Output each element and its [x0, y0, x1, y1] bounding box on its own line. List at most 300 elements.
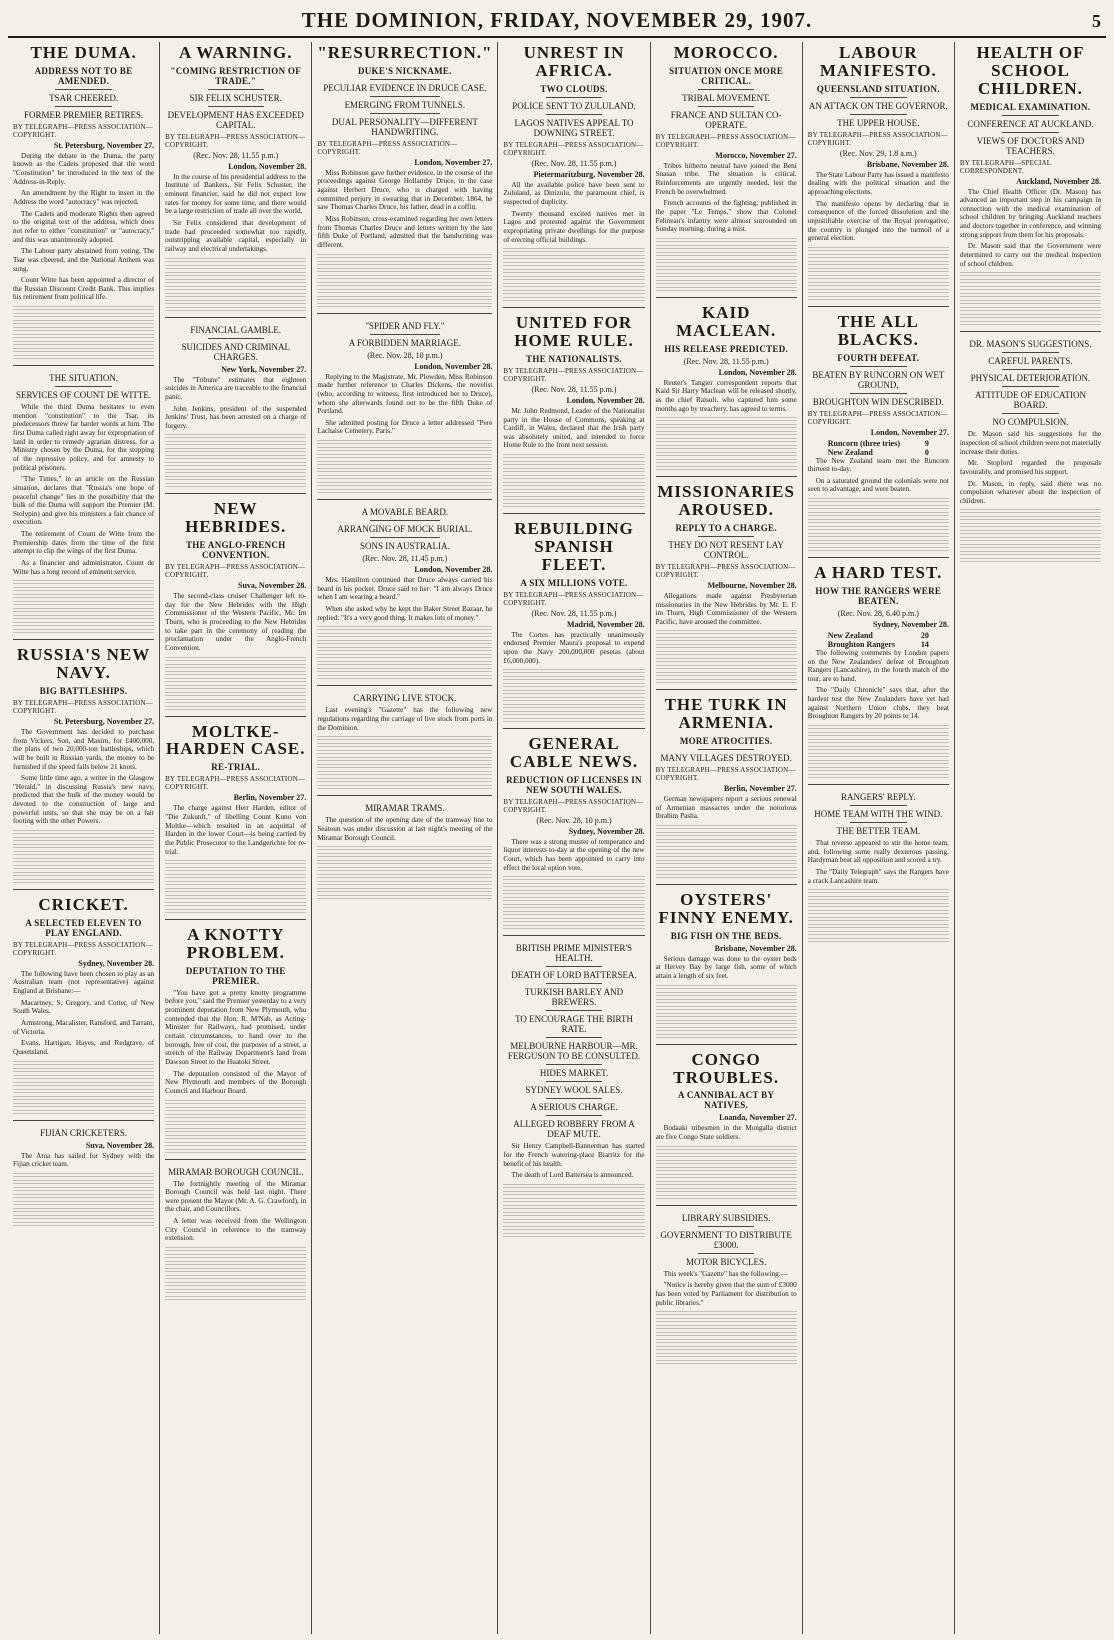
article-paragraph: Sir Felix considered that development of trade had proceeded somewhat too rapidly, outstripping available capital, especially in railway and electrical undertakings. [165, 219, 307, 253]
text-block [165, 859, 306, 864]
text-block [656, 643, 797, 648]
text-block [317, 288, 492, 293]
text-block [503, 668, 644, 673]
article-subheading: THE BETTER TEAM. [836, 826, 921, 837]
article-paragraph: She admitted posting for Druce a letter addressed "Pere Lachaise Cemetery, Paris." [317, 418, 493, 436]
article-headline: OYSTERS' FINNY ENEMY. [658, 890, 794, 927]
article [960, 331, 1101, 562]
article-paragraph: Bodaaki tribesmen in the Mongalla district ate five Congo State soldiers. [655, 1124, 797, 1142]
dateline: Suva, November 28. [85, 1140, 155, 1150]
dateline: New York, November 27. [221, 364, 307, 374]
text-block [656, 423, 797, 428]
text-block [165, 691, 306, 696]
text-block [165, 299, 306, 304]
text-block [808, 504, 949, 509]
article-subheading: DEATH OF LORD BATTERSEA. [511, 970, 637, 981]
text-block [503, 1211, 644, 1216]
article-subheading: EMERGING FROM TUNNELS. [344, 99, 466, 110]
divider-rule [850, 393, 906, 394]
article [808, 784, 949, 942]
text-block [656, 664, 797, 669]
text-block [656, 1145, 797, 1150]
article-paragraph: The State Labour Party has issued a manifesto dealing with the political situation and the approaching elections. [807, 170, 949, 196]
text-block [808, 260, 949, 265]
article-headline: MOROCCO. [673, 43, 779, 62]
text-block [317, 453, 492, 458]
text-block [13, 340, 154, 345]
article-paragraph: That reverse appeared to stir the home team, and, following some really dexterous passing, Hardyman beat all opposition and scored a try. [807, 839, 949, 865]
text-block [960, 299, 1101, 304]
text-block [656, 251, 797, 256]
wire-credit: BY TELEGRAPH—PRESS ASSOCIATION—COPYRIGHT. [655, 132, 796, 149]
text-block [317, 859, 492, 864]
dateline: Pietermaritzburg, November 28. [533, 169, 645, 179]
article [656, 1044, 797, 1199]
text-block [13, 1221, 154, 1226]
text-block [13, 836, 154, 841]
text-block [656, 1331, 797, 1336]
received-time: (Rec. Nov. 28, 11.45 p.m.) [362, 554, 448, 564]
divider-rule [546, 966, 602, 967]
article-headline: CONGO TROUBLES. [673, 1049, 780, 1087]
article-paragraph: Count Witte has been appointed a director of the Russian Discount Credit Bank. This implies his retirement from political life. [13, 276, 155, 302]
text-block [503, 882, 644, 887]
article-headline: MOLTKE-HARDEN CASE. [165, 721, 306, 759]
article-paragraph: The Atua has sailed for Sydney with the Fijian cricket team. [13, 1151, 155, 1169]
text-block [317, 253, 492, 258]
text-block [165, 901, 306, 906]
article-headline: "RESURRECTION." [317, 43, 493, 62]
text-block [13, 1088, 154, 1093]
article-headline: CRICKET. [38, 895, 129, 914]
article-paragraph: "You have got a pretty knotty programme before you," said the Premier yesterday to a very prominent deputation from New Plymouth, who contended that the Hon. R. M'Nab, as Acting-Minister for Railways, had promised, under certain circumstances, to hand over to the borough, free of cost, the purposes of a street, a stretch of the Railway Department's land from Dawson Street to the Huatoki Street. [165, 988, 307, 1066]
article [808, 44, 949, 300]
text-block [656, 451, 797, 456]
text-block [656, 1324, 797, 1329]
article-subheading: BRITISH PRIME MINISTER'S HEALTH. [515, 943, 633, 964]
article-subheading: DUAL PERSONALITY—DIFFERENT HANDWRITING. [331, 116, 478, 137]
article-paragraph: The charge against Herr Harden, editor of "Die Zukunft," of libelling Count Kuno von Moltke—which resulted in an acquittal of Harden in the lower Court—is being carried by the Public Prosecutor to the Landgerichte for re-trial. [165, 804, 307, 856]
text-block [656, 1012, 797, 1017]
article-subheading: GOVERNMENT TO DISTRIBUTE £3000. [660, 1229, 792, 1250]
article-paragraph: Miss Robinson, cross-examined regarding her own letters from Thomas Charles Druce and letters written by the late fifth Duke of Portland, admitted that the handwriting was different. [317, 215, 493, 249]
received-time: (Rec. Nov. 28, 6.40 p.m.) [837, 608, 919, 618]
text-block [165, 482, 306, 487]
text-block [165, 306, 306, 311]
article-paragraph: The Chief Health Officer (Dr. Mason) has advanced an important step in his campaign in connection with the medical examination of school children by bringing Auckland teachers and doctors together in conference, and winning strong support from them for his proposals. [959, 187, 1102, 239]
article [656, 44, 797, 291]
text-block [13, 593, 154, 598]
article-subheading: SITUATION ONCE MORE CRITICAL. [669, 65, 784, 86]
text-block [165, 1113, 306, 1118]
dateline: London, November 28. [414, 565, 493, 575]
wire-credit: BY TELEGRAPH—PRESS ASSOCIATION—COPYRIGHT. [503, 797, 644, 814]
wire-credit: BY TELEGRAPH—PRESS ASSOCIATION—COPYRIGHT. [165, 132, 306, 149]
divider-rule [1002, 386, 1058, 387]
divider-rule [546, 1115, 602, 1116]
text-block [317, 439, 492, 444]
team-name: Runcorn (three tries) [827, 438, 901, 448]
text-block [165, 1253, 306, 1258]
divider-rule [208, 106, 264, 107]
article-headline: MISSIONARIES AROUSED. [657, 482, 795, 520]
text-block [13, 326, 154, 331]
text-block [165, 677, 306, 682]
article-subheading: FIJIAN CRICKETERS. [40, 1127, 128, 1138]
text-block [13, 333, 154, 338]
wire-credit: BY TELEGRAPH—PRESS ASSOCIATION—COPYRIGHT. [13, 940, 153, 957]
divider-rule [208, 89, 264, 90]
text-block [317, 667, 492, 672]
article-paragraph: When she asked why he kept the Baker Street Bazaar, he replied: "It's a very good thing. It makes lots of money." [317, 605, 493, 622]
article-subheading: THE NATIONALISTS. [526, 353, 622, 364]
text-block [656, 1338, 797, 1343]
article-subheading: CAREFUL PARENTS. [988, 356, 1073, 367]
text-block [656, 1019, 797, 1024]
text-block [165, 285, 306, 290]
text-block [165, 873, 306, 878]
article-subheading: TO ENCOURAGE THE BIRTH RATE. [515, 1014, 633, 1035]
text-block [503, 488, 644, 493]
text-block [503, 1190, 644, 1195]
article-subheading: HIS RELEASE PREDICTED. [664, 343, 789, 354]
article-subheading: THE ANGLO-FRENCH CONVENTION. [185, 540, 286, 561]
dateline: London, November 28. [718, 367, 797, 377]
article-paragraph: "The Times," in an article on the Russian situation, declares that "Russia's one hope of peaceful change" lies in the possibility that the bulk of the Duma will support the Premier (M. Stolypin) and give his ministers a fair chance of execution. [13, 475, 155, 527]
article-paragraph: Tribes hitherto neutral have joined the Beni Snasan tribe. The situation is critical. Reinforcements are urgently needed, lest the French be overwhelmed. [655, 161, 797, 196]
text-block [808, 518, 949, 523]
article-paragraph: The Government has decided to purchase from Vickers, Son, and Maxim, for £400,000, the plans of two 20,000-ton battleships, which will be built in Russian yards, the money to be furnished if the speed falls below 21 knots. [13, 727, 155, 771]
text-block [13, 1081, 154, 1086]
article [317, 313, 492, 493]
article [503, 44, 644, 301]
divider-rule [546, 97, 602, 98]
text-block [165, 866, 306, 871]
text-block [165, 656, 306, 661]
column-2 [160, 42, 312, 1634]
text-block [656, 465, 797, 470]
dateline: London, November 27. [870, 427, 949, 437]
article-subheading: A FORBIDDEN MARRIAGE. [348, 337, 461, 348]
columns [8, 42, 1106, 1634]
article-headline: THE DUMA. [30, 43, 137, 62]
wire-credit: BY TELEGRAPH—PRESS ASSOCIATION—COPYRIGHT. [13, 698, 153, 715]
text-block [960, 529, 1101, 534]
divider-rule [698, 89, 754, 90]
text-block [656, 650, 797, 655]
text-block [503, 889, 644, 894]
text-block [317, 784, 492, 789]
article-paragraph: Allegations made against Presbyterian missionaries in the New Hebrides by Mr. E. F. im Thurn, High Commissioner of the Western Pacific, have aroused the committee. [655, 591, 797, 626]
article-subheading: MIRAMAR BOROUGH COUNCIL. [168, 1166, 304, 1177]
text-block [13, 1200, 154, 1205]
text-block [960, 271, 1101, 276]
text-block [503, 1218, 644, 1223]
article-paragraph: The second-class cruiser Challenger left to-day for the New Hebrides with the High Commissioner of the Western Pacific, Mr. Im Thurn, who is proceeding to the New Hebrides to take part in the ceremony of reading the proclamation under the Anglo-French Convention. [165, 592, 307, 652]
text-block [317, 749, 492, 754]
text-block [503, 268, 644, 273]
article-paragraph: Dr. Mason said that the Government were determined to carry out the medical inspection of school children. [959, 242, 1102, 268]
text-block [317, 866, 492, 871]
text-block [13, 1067, 154, 1072]
text-block [165, 880, 306, 885]
text-block [317, 488, 492, 493]
text-block [656, 1194, 797, 1199]
article [165, 919, 306, 1152]
text-block [808, 511, 949, 516]
article-paragraph: Armstrong, Macalister, Ransford, and Tarrant, of Victoria. [13, 1019, 155, 1036]
article-paragraph: During the debate in the Duma, the party known as the Cadets proposed that the word "Constitution" be introduced in the text of the Address-in-Reply. [13, 151, 155, 186]
article [960, 44, 1101, 325]
text-block [656, 866, 797, 871]
text-block [503, 689, 644, 694]
text-block [960, 522, 1101, 527]
article-subheading: HIDES MARKET. [539, 1068, 609, 1079]
text-block [503, 289, 644, 294]
received-time: (Rec. Nov. 28, 11.55 p.m.) [683, 356, 769, 366]
article-subheading: "COMING RESTRICTION OF TRADE." [170, 65, 302, 86]
article-subheading: THE UPPER HOUSE. [837, 117, 920, 128]
text-block [165, 684, 306, 689]
article [165, 44, 306, 311]
divider-rule [370, 96, 440, 97]
article [13, 44, 154, 359]
divider-rule [370, 79, 440, 80]
divider-rule [208, 338, 264, 339]
text-block [656, 984, 797, 989]
article [13, 889, 154, 1114]
masthead [8, 6, 1106, 38]
divider-rule [698, 1226, 754, 1227]
article-paragraph: All the available police have been sent to Zululand, as Dinizulu, the paramount chief, is suspected of duplicity. [503, 180, 645, 206]
article-subheading: NO COMPULSION. [992, 417, 1069, 428]
column-4 [498, 42, 650, 1634]
text-block [317, 674, 492, 679]
dateline: Brisbane, November 28. [866, 159, 949, 169]
article-paragraph: French accounts of the fighting, published in the paper "Le Temps," show that Colonel Felineau's infantry were almost surrounded on Sunday morning, during a mist. [655, 199, 797, 234]
text-block [165, 908, 306, 913]
wire-credit: BY TELEGRAPH—PRESS ASSOCIATION—COPYRIGHT. [165, 775, 306, 792]
text-block [317, 742, 492, 747]
article-paragraph: The Labour party abstained from voting. The Tsar was cheered, and the National Anthem was sung. [13, 247, 155, 273]
wire-credit: BY TELEGRAPH—SPECIAL CORRESPONDENT. [959, 158, 1051, 175]
article-subheading: TRIBAL MOVEMENT. [682, 92, 771, 103]
text-block [656, 1005, 797, 1010]
team-name: New Zealand [827, 447, 873, 457]
article-paragraph: The "Daily Telegraph" says the Rangers have a crack Lancashire team. [807, 867, 949, 885]
text-block [13, 347, 154, 352]
article-subheading: MOTOR BICYCLES. [685, 1256, 767, 1267]
text-block [503, 254, 644, 259]
text-block [808, 902, 949, 907]
text-block [317, 653, 492, 658]
divider-rule [850, 805, 906, 806]
text-block [656, 430, 797, 435]
text-block [503, 1183, 644, 1188]
text-block [808, 937, 949, 942]
text-block [656, 1180, 797, 1185]
dateline: London, November 28. [566, 395, 645, 405]
wire-credit: BY TELEGRAPH—PRESS ASSOCIATION—COPYRIGHT. [655, 562, 796, 579]
divider-rule [1002, 352, 1058, 353]
article [656, 884, 797, 1038]
column-1 [8, 42, 160, 1634]
article [317, 685, 492, 789]
text-block [656, 1026, 797, 1031]
article [656, 689, 797, 878]
text-block [503, 474, 644, 479]
text-block [656, 1187, 797, 1192]
article-paragraph: There was a strong muster of temperance and liquor interests to-day at the opening of the new Court, which has been appointed to carry into effect the local option vote. [503, 837, 645, 872]
text-block [317, 625, 492, 630]
text-block [656, 1152, 797, 1157]
article-subheading: HOME TEAM WITH THE WIND. [814, 809, 943, 820]
divider-rule [850, 822, 906, 823]
article-subheading: LIBRARY SUBSIDIES. [681, 1212, 771, 1223]
text-block [13, 857, 154, 862]
received-time: (Rec. Nov. 28, 11.55 p.m.) [531, 608, 617, 618]
divider-rule [546, 1037, 602, 1038]
article-paragraph: The following comments by London papers on the New Zealanders' defeat of Broughton Rangers (Lancashire), in the fourth match of the tour, are to hand. [807, 648, 949, 683]
article-subheading: RANGERS' REPLY. [841, 792, 916, 803]
article-subheading: THE SITUATION. [49, 373, 119, 384]
text-block [13, 354, 154, 359]
text-block [960, 536, 1101, 541]
wire-credit: BY TELEGRAPH—PRESS ASSOCIATION—COPYRIGHT. [807, 409, 948, 426]
text-block [13, 305, 154, 310]
divider-rule [546, 983, 602, 984]
article [808, 557, 949, 778]
article-paragraph: Serious damage was done to the oyster beds at Hervey Bay by large fish, some of which attain a length of six feet. [655, 954, 797, 981]
text-block [317, 267, 492, 272]
article-subheading: SONS IN AUSTRALIA. [359, 541, 450, 552]
team-score: 9 [924, 438, 929, 448]
text-block [808, 745, 949, 750]
article [13, 639, 154, 883]
wire-credit: BY TELEGRAPH—PRESS ASSOCIATION—COPYRIGHT. [503, 140, 644, 157]
text-block [656, 279, 797, 284]
article-subheading: A SELECTED ELEVEN TO PLAY ENGLAND. [25, 917, 142, 938]
text-block [656, 1310, 797, 1315]
text-block [503, 682, 644, 687]
text-block [13, 621, 154, 626]
text-block [13, 1186, 154, 1191]
text-block [165, 1246, 306, 1251]
text-block [13, 864, 154, 869]
text-block [960, 508, 1101, 513]
article-subheading: TSAR CHEERED. [49, 92, 119, 103]
dateline: St. Petersburg, November 27. [53, 716, 155, 726]
column-5 [651, 42, 803, 1634]
text-block [165, 257, 306, 262]
divider-rule [370, 537, 440, 538]
article-paragraph: John Jenkins, president of the suspended Jenkins' Trust, has been arrested on a charge of forgery. [165, 404, 307, 430]
article [656, 476, 797, 683]
article-headline: UNITED FOR HOME RULE. [514, 313, 634, 351]
text-block [656, 1345, 797, 1350]
score-line [808, 631, 949, 640]
wire-credit: BY TELEGRAPH—PRESS ASSOCIATION—COPYRIGHT. [317, 139, 458, 156]
text-block [503, 495, 644, 500]
text-block [165, 887, 306, 892]
article-paragraph: The "Daily Chronicle" says that, after the hardest test the New Zealanders have yet had against Northern Union clubs, they beat Broughton Rangers by 20 points to 14. [807, 686, 949, 721]
received-time: (Rec. Nov. 28, 10 p.m.) [367, 350, 443, 360]
text-block [317, 763, 492, 768]
article [165, 716, 306, 914]
text-block [808, 752, 949, 757]
article-paragraph: The New Zealand team met the Runcorn thirteen to-day. [807, 456, 949, 474]
article-subheading: LAGOS NATIVES APPEAL TO DOWNING STREET. [514, 117, 634, 138]
dateline: Sydney, November 28. [78, 958, 155, 968]
text-block [13, 1074, 154, 1079]
article-subheading: ADDRESS NOT TO BE AMENDED. [34, 65, 133, 86]
text-block [13, 600, 154, 605]
article [656, 1205, 797, 1365]
article-subheading: TWO CLOUDS. [540, 83, 608, 94]
article-subheading: MIRAMAR TRAMS. [365, 803, 445, 814]
received-time: (Rec. Nov. 28, 11.55 p.m.) [531, 158, 617, 168]
team-score: 20 [920, 630, 929, 640]
text-block [317, 777, 492, 782]
article-subheading: DEPUTATION TO THE PREMIER. [185, 965, 286, 986]
article-subheading: DUKE'S NICKNAME. [357, 65, 452, 76]
article-paragraph: Twenty thousand excited natives met in Lagos and protested against the Government expropriating private dwellings for the purpose of erecting official buildings. [503, 209, 645, 244]
text-block [13, 579, 154, 584]
text-block [317, 894, 492, 899]
dateline: Melbourne, November 28. [707, 580, 797, 590]
article-subheading: A MOVABLE BEARD. [361, 507, 449, 518]
text-block [656, 998, 797, 1003]
article-subheading: REDUCTION OF LICENSES IN NEW SOUTH WALES. [506, 774, 642, 795]
text-block [317, 852, 492, 857]
article-paragraph: Dr. Mason, in reply, said there was no compulsion whatever about the inspection of children. [959, 479, 1102, 505]
text-block [503, 1204, 644, 1209]
text-block [13, 319, 154, 324]
text-block [503, 917, 644, 922]
divider-rule [546, 1081, 602, 1082]
text-block [13, 850, 154, 855]
article-paragraph: The Cortes has practically unanimously endorsed Premier Maura's proposal to expend upon the Navy 200,000,000 pesetas (about £6,000,000). [503, 630, 645, 665]
text-block [808, 888, 949, 893]
text-block [960, 285, 1101, 290]
column-3 [312, 42, 498, 1634]
article [13, 1120, 154, 1226]
text-block [808, 281, 949, 286]
article-subheading: QUEENSLAND SITUATION. [816, 83, 940, 94]
article-headline: A HARD TEST. [814, 563, 943, 583]
text-block [317, 735, 492, 740]
article-subheading: MEDICAL EXAMINATION. [970, 101, 1091, 112]
article [165, 317, 306, 488]
text-block [656, 444, 797, 449]
text-block [165, 894, 306, 899]
text-block [656, 237, 797, 242]
text-block [808, 267, 949, 272]
text-block [808, 909, 949, 914]
divider-rule [546, 1098, 602, 1099]
text-block [13, 1109, 154, 1114]
text-block [808, 766, 949, 771]
article-subheading: REPLY TO A CHARGE. [675, 522, 777, 533]
article-subheading: A CANNIBAL ACT BY NATIVES. [678, 1090, 775, 1111]
article [808, 306, 949, 551]
article-headline: HEALTH OF SCHOOL CHILDREN. [976, 43, 1085, 98]
text-block [165, 440, 306, 445]
team-name: Broughton Rangers [827, 639, 895, 649]
article-headline: LABOUR MANIFESTO. [819, 43, 937, 80]
article-paragraph: The manifesto opens by declaring that in consequence of the forced dissolution and the unjustifiable exercise of the Royal prerogative, the country is plunged into the turmoil of a general election. [807, 199, 949, 243]
text-block [503, 282, 644, 287]
